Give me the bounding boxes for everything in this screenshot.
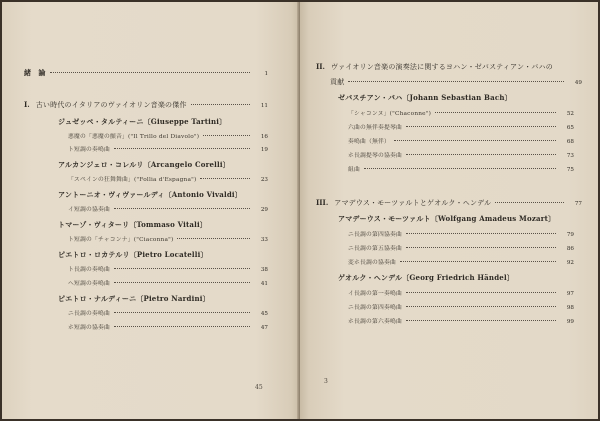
toc-item: 奏鳴曲（無伴） 68 (348, 139, 574, 145)
toc-item: 「スペインの狂舞舞曲」("Follia d'Espagna") 23 (68, 177, 268, 183)
composer-heading: ピエトロ・ナルディーニ〔Pietro Nardini〕 (58, 294, 210, 303)
composer-heading: アントーニオ・ヴィヴァールディ〔Antonio Vivaldi〕 (58, 190, 242, 199)
toc-chapter-3: III. アマデウス・モーツァルトとゲオルク・ヘンデル 77 (316, 198, 582, 207)
composer-heading: ジュゼッペ・タルティーニ〔Giuseppe Tartini〕 (58, 117, 227, 126)
composer-heading: ゼバスチアン・バハ〔Johann Sebastian Bach〕 (338, 93, 512, 102)
toc-chapter-1 (24, 100, 268, 110)
toc-item: 六曲の無伴奏提琴曲 65 (348, 125, 574, 131)
composer-heading: ピエトロ・ロカテルリ〔Pietro Locatelli〕 (58, 250, 208, 259)
toc-item: 変ホ長調の協奏曲 92 (348, 260, 574, 266)
composer-heading: トマーゾ・ヴィターリ〔Tommaso Vitali〕 (58, 220, 208, 229)
chapter-1-page: 11 (260, 103, 268, 109)
toc-item: ホ長調の第六奏鳴曲 99 (348, 319, 574, 325)
chapter-1-num: I. (24, 100, 30, 109)
composer-heading: アルカンジェロ・コレルリ〔Arcangelo Corelli〕 (58, 160, 230, 169)
toc-item: へ短調の奏鳴曲 41 (68, 281, 268, 287)
page-number: 45 (255, 384, 263, 391)
toc-item: ホ短調の協奏曲 47 (68, 325, 268, 331)
toc-item: 組曲 75 (348, 167, 574, 173)
chapter-1-title: 古い時代のイタリアのヴァイオリン音楽の傑作 (35, 101, 187, 109)
right-page (300, 2, 598, 419)
book-spread (2, 2, 598, 419)
page-number: 3 (324, 378, 328, 385)
composer-heading: アマデーウス・モーツァルト〔Wolfgang Amadeus Mozart〕 (338, 214, 556, 223)
toc-item: ニ長調の第四協奏曲 79 (348, 232, 574, 238)
toc-item: ト長調の奏鳴曲 38 (68, 267, 268, 273)
intro-page: 1 (264, 71, 268, 77)
toc-item: ト短調の奏鳴曲 19 (68, 147, 268, 153)
toc-chapter-2: II. ヴァイオリン音楽の演奏法に関するヨハン・ゼバスティアン・バハの (316, 62, 553, 71)
composer-heading: ゲオルク・ヘンデル〔Georg Friedrich Händel〕 (338, 273, 515, 282)
toc-item: 「シャコンヌ」("Chaconne") 52 (348, 111, 574, 117)
toc-item: イ長調の第一奏鳴曲 97 (348, 291, 574, 297)
toc-item: ト短調の「チャコンナ」("Ciaconna") 33 (68, 237, 268, 243)
toc-item: 悪魔の「悪魔の顫音」("Il Trillo del Diavolo") 16 (68, 134, 268, 140)
left-page (2, 2, 300, 419)
toc-chapter-2-cont: 貢献 49 (330, 78, 582, 86)
toc-item: ホ長調提琴の協奏曲 73 (348, 153, 574, 159)
toc-item: イ短調の協奏曲 29 (68, 207, 268, 213)
intro-title: 緒 論 (24, 68, 46, 77)
toc-entry-intro (24, 68, 268, 78)
toc-item: ニ長調の第四奏鳴曲 98 (348, 305, 574, 311)
toc-item: ニ長調の奏鳴曲 45 (68, 311, 268, 317)
toc-item: ニ長調の第五協奏曲 86 (348, 246, 574, 252)
